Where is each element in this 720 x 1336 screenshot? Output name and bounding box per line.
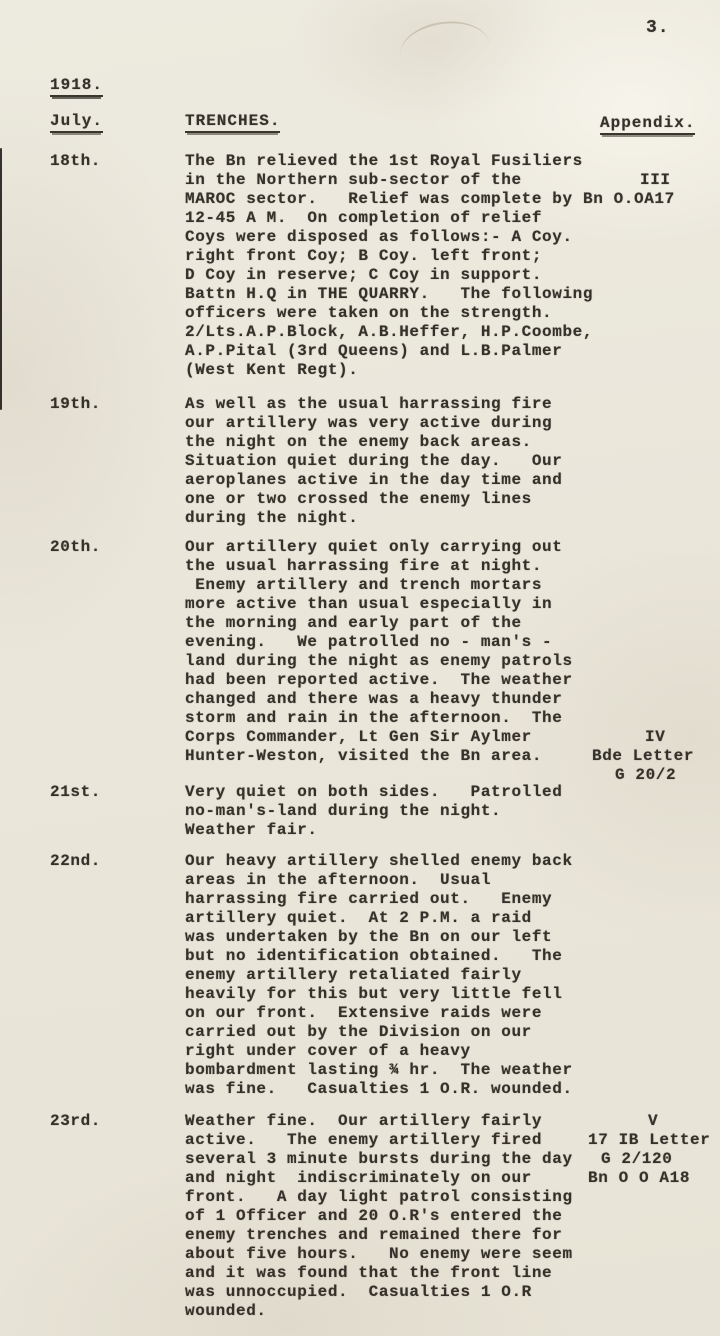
diary-line: land during the night as enemy patrols — [185, 652, 573, 670]
diary-line: Coys were disposed as follows:- A Coy. — [185, 228, 573, 246]
diary-line: right under cover of a heavy — [185, 1042, 471, 1060]
diary-line: was fine. Casualties 1 O.R. wounded. — [185, 1080, 573, 1098]
entry-date: 20th. — [50, 538, 102, 556]
appendix-ref: G 2/120 — [601, 1150, 673, 1168]
diary-line: had been reported active. The weather — [185, 671, 573, 689]
diary-line: Hunter-Weston, visited the Bn area. — [185, 747, 543, 765]
paper-crease — [396, 16, 489, 56]
diary-line: 12-45 A M. On completion of relief — [185, 209, 543, 227]
diary-line: of 1 Officer and 20 O.R's entered the — [185, 1207, 563, 1225]
diary-line: front. A day light patrol consisting — [185, 1188, 573, 1206]
diary-line: in the Northern sub-sector of the — [185, 171, 522, 189]
diary-line: A.P.Pital (3rd Queens) and L.B.Palmer — [185, 342, 563, 360]
entry-date: 22nd. — [50, 852, 102, 870]
entry-body — [185, 538, 720, 766]
diary-line: Very quiet on both sides. Patrolled — [185, 783, 563, 801]
diary-line: carried out by the Division on our — [185, 1023, 532, 1041]
appendix-ref: V — [648, 1112, 659, 1130]
diary-line: aeroplanes active in the day time and — [185, 471, 563, 489]
entry-body — [185, 783, 720, 840]
diary-line: during the night. — [185, 509, 359, 527]
diary-line: Weather fair. — [185, 821, 318, 839]
entry-date: 23rd. — [50, 1112, 102, 1130]
appendix-ref: Bn O O A18 — [588, 1169, 691, 1187]
diary-line: enemy trenches and remained there for — [185, 1226, 563, 1244]
diary-line: The Bn relieved the 1st Royal Fusiliers — [185, 152, 583, 170]
month-heading: July. — [50, 112, 103, 133]
diary-line: several 3 minute bursts during the day — [185, 1150, 573, 1168]
diary-line: was undertaken by the Bn on our left — [185, 928, 553, 946]
diary-line: wounded. — [185, 1302, 267, 1320]
diary-line: right front Coy; B Coy. left front; — [185, 247, 543, 265]
entry-body — [185, 852, 720, 1099]
diary-line: evening. We patrolled no - man's - — [185, 633, 553, 651]
diary-line: our artillery was very active during — [185, 414, 553, 432]
diary-line: Situation quiet during the day. Our — [185, 452, 563, 470]
diary-line: Enemy artillery and trench mortars — [185, 576, 543, 594]
diary-line: was unnoccupied. Casualties 1 O.R — [185, 1283, 532, 1301]
diary-line: Our heavy artillery shelled enemy back — [185, 852, 573, 870]
diary-line: about five hours. No enemy were seem — [185, 1245, 573, 1263]
diary-line: (West Kent Regt). — [185, 361, 359, 379]
diary-line: harrassing fire carried out. Enemy — [185, 890, 553, 908]
diary-line: Our artillery quiet only carrying out — [185, 538, 563, 556]
section-heading: TRENCHES. — [185, 112, 280, 133]
diary-line: the usual harrassing fire at night. — [185, 557, 543, 575]
diary-line: on our front. Extensive raids were — [185, 1004, 543, 1022]
entry-date: 18th. — [50, 152, 102, 170]
diary-line: enemy artillery retaliated fairly — [185, 966, 522, 984]
appendix-column-heading: Appendix. — [600, 114, 695, 135]
diary-entry-23rd — [0, 1112, 720, 1321]
diary-entry-18th — [0, 152, 720, 380]
page-number: 3. — [646, 18, 670, 38]
appendix-ref: 17 IB Letter — [588, 1131, 711, 1149]
diary-line: As well as the usual harrassing fire — [185, 395, 553, 413]
diary-line: 2/Lts.A.P.Block, A.B.Heffer, H.P.Coombe, — [185, 323, 594, 341]
diary-line: but no identification obtained. The — [185, 947, 563, 965]
diary-line: Weather fine. Our artillery fairly — [185, 1112, 543, 1130]
entry-date: 19th. — [50, 395, 102, 413]
diary-line: the morning and early part of the — [185, 614, 522, 632]
diary-line: heavily for this but very little fell — [185, 985, 563, 1003]
diary-content — [0, 152, 720, 1321]
diary-entry-22nd — [0, 852, 720, 1099]
diary-entry-21st — [0, 783, 720, 840]
appendix-ref: Bde Letter — [592, 747, 695, 765]
diary-line: changed and there was a heavy thunder — [185, 690, 563, 708]
diary-line: no-man's-land during the night. — [185, 802, 502, 820]
diary-line: and it was found that the front line — [185, 1264, 553, 1282]
year-heading: 1918. — [50, 76, 103, 97]
diary-line: Corps Commander, Lt Gen Sir Aylmer — [185, 728, 532, 746]
diary-line: one or two crossed the enemy lines — [185, 490, 532, 508]
diary-entry-19th — [0, 395, 720, 528]
diary-line: more active than usual especially in — [185, 595, 553, 613]
diary-line: active. The enemy artillery fired — [185, 1131, 543, 1149]
diary-line: storm and rain in the afternoon. The — [185, 709, 563, 727]
appendix-ref: III — [640, 171, 671, 189]
diary-line: officers were taken on the strength. — [185, 304, 553, 322]
diary-line: MAROC sector. Relief was complete by — [185, 190, 573, 208]
diary-line: areas in the afternoon. Usual — [185, 871, 492, 889]
diary-line: artillery quiet. At 2 P.M. a raid — [185, 909, 532, 927]
diary-line: Battn H.Q in THE QUARRY. The following — [185, 285, 594, 303]
diary-line: D Coy in reserve; C Coy in support. — [185, 266, 543, 284]
diary-line: bombardment lasting ¾ hr. The weather — [185, 1061, 573, 1079]
entry-date: 21st. — [50, 783, 102, 801]
appendix-ref: IV — [645, 728, 666, 746]
diary-line: the night on the enemy back areas. — [185, 433, 532, 451]
entry-body — [185, 395, 720, 528]
appendix-ref: Bn O.OA17 — [583, 190, 675, 208]
appendix-ref: G 20/2 — [615, 766, 677, 784]
diary-entry-20th — [0, 538, 720, 784]
diary-line: and night indiscriminately on our — [185, 1169, 532, 1187]
